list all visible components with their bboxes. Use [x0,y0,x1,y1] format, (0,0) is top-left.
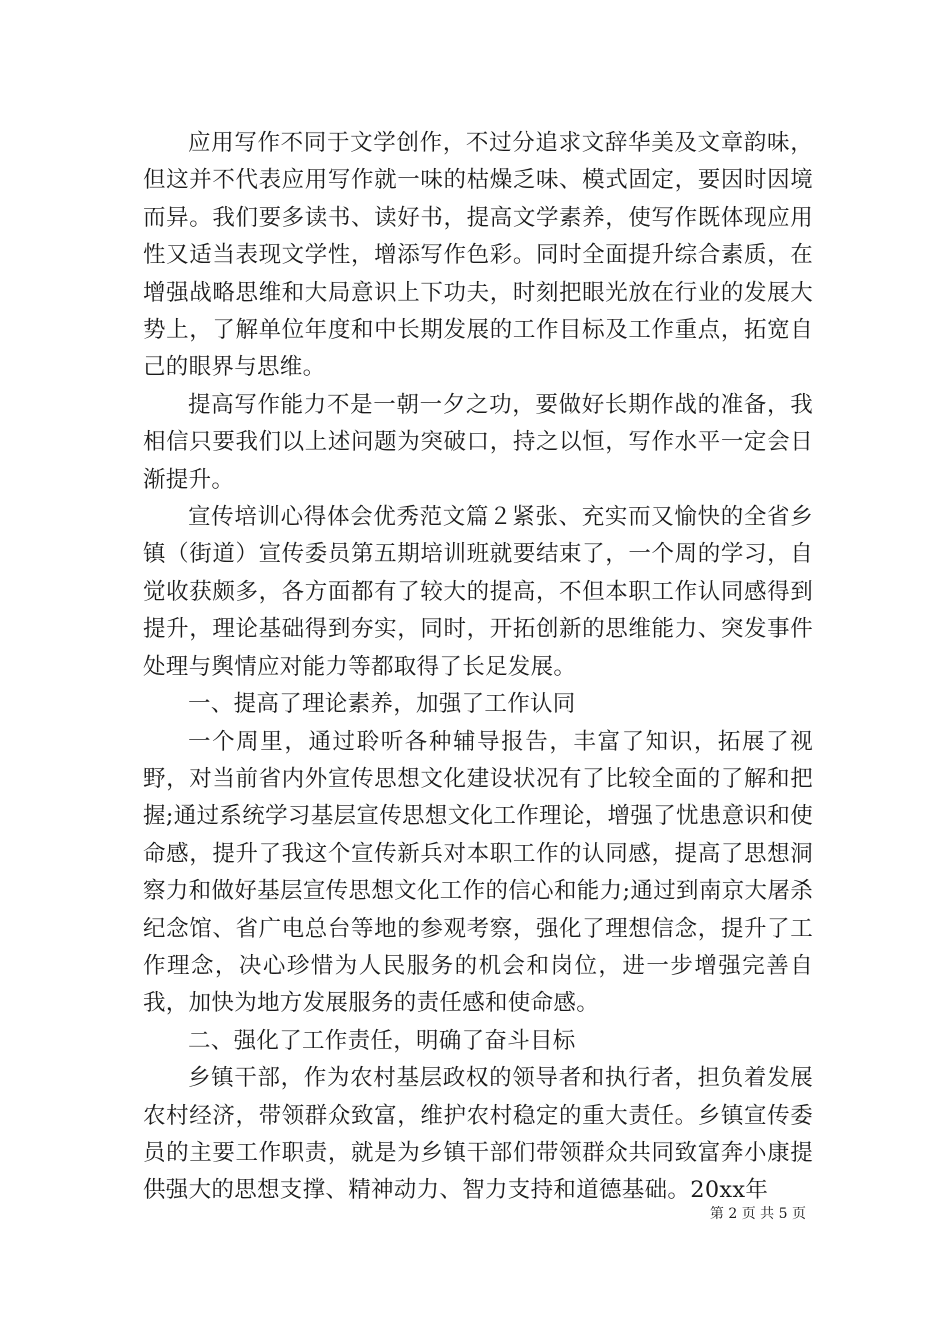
document-body [143,125,813,1210]
paragraph-training-summary: 宣传培训心得体会优秀范文篇２紧张、充实而又愉快的全省乡镇（街道）宣传委员第五期培训班就要结束了，一个周的学习，自觉收获颇多，各方面都有了较大的提高，不但本职工作认同感得到提升，理论基础得到夯实，同时，开拓创新的思维能力、突发事件处理与舆情应对能力等都取得了长足发展。 [143,504,813,680]
section-heading-1: 一、提高了理论素养，加强了工作认同 [188,691,576,718]
paragraph-writing-literary: 应用写作不同于文学创作，不过分追求文辞华美及文章韵味，但这并不代表应用写作就一味的枯燥乏味、模式固定，要因时因境而异。我们要多读书、读好书，提高文学素养，使写作既体现应用性又适当表现文学性，增添写作色彩。同时全面提升综合素质，在增强战略思维和大局意识上下功夫，时刻把眼光放在行业的发展大势上，了解单位年度和中长期发展的工作目标及工作重点，拓宽自己的眼界与思维。 [143,130,813,381]
section-heading-2: 二、强化了工作责任，明确了奋斗目标 [188,1027,576,1054]
paragraph-responsibility: 乡镇干部，作为农村基层政权的领导者和执行者，担负着发展农村经济，带领群众致富，维护农村稳定的重大责任。乡镇宣传委员的主要工作职责，就是为乡镇干部们带领群众共同致富奔小康提供强大的思想支撑、精神动力、智力支持和道德基础。20xx年 [143,1065,813,1204]
page-number-footer: 第 2 页 共 5 页 [709,1206,806,1222]
paragraph-theory-study: 一个周里，通过聆听各种辅导报告，丰富了知识，拓展了视野，对当前省内外宣传思想文化建设状况有了比较全面的了解和把握;通过系统学习基层宣传思想文化工作理论，增强了忧患意识和使命感，提升了我这个宣传新兵对本职工作的认同感，提高了思想洞察力和做好基层宣传思想文化工作的信心和能力;通过到南京大屠杀纪念馆、省广电总台等地的参观考察，强化了理想信念，提升了工作理念，决心珍惜为人民服务的机会和岗位，进一步增强完善自我，加快为地方发展服务的责任感和使命感。 [143,728,813,1017]
paragraph-writing-improvement: 提高写作能力不是一朝一夕之功，要做好长期作战的准备，我相信只要我们以上述问题为突破口，持之以恒，写作水平一定会日渐提升。 [143,391,813,493]
